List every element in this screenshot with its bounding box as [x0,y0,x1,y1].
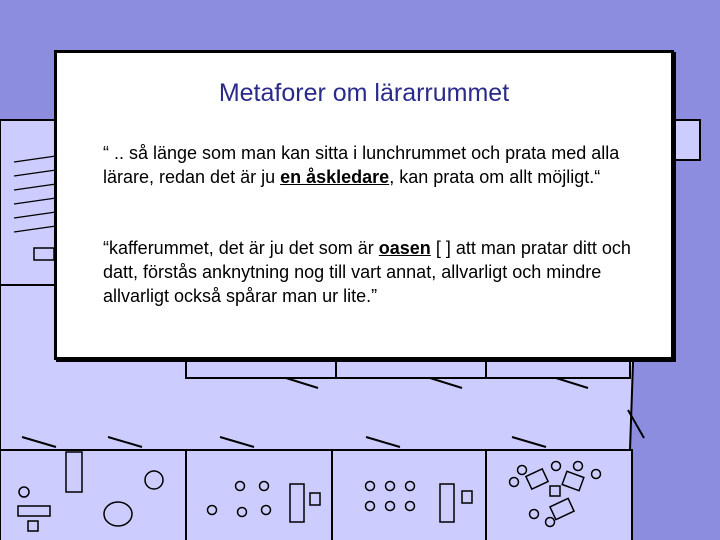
quote-1-text-before: “ .. så länge som man kan sitta i lunchrummet och prata med alla lärare, redan det är ju [103,143,620,187]
quote-2-text-after: [ ] att man pratar ditt och datt, förstås anknytning nog till vart annat, allvarligt och mindre allvarligt också spårar man ur lite.” [103,238,631,306]
quote-1-text-after: , kan prata om allt möjligt.“ [389,167,601,187]
quote-2-highlight: oasen [378,238,431,258]
quote-coffeeroom [103,236,643,308]
quote-dialog [54,50,674,360]
quote-lunchroom [103,141,643,189]
quote-2-text-before: “kafferummet, det är ju det som är [103,238,379,258]
dialog-title: Metaforer om lärarrummet [218,79,510,107]
quote-1-highlight: en åskledare [280,167,390,187]
counter-box [34,248,54,260]
